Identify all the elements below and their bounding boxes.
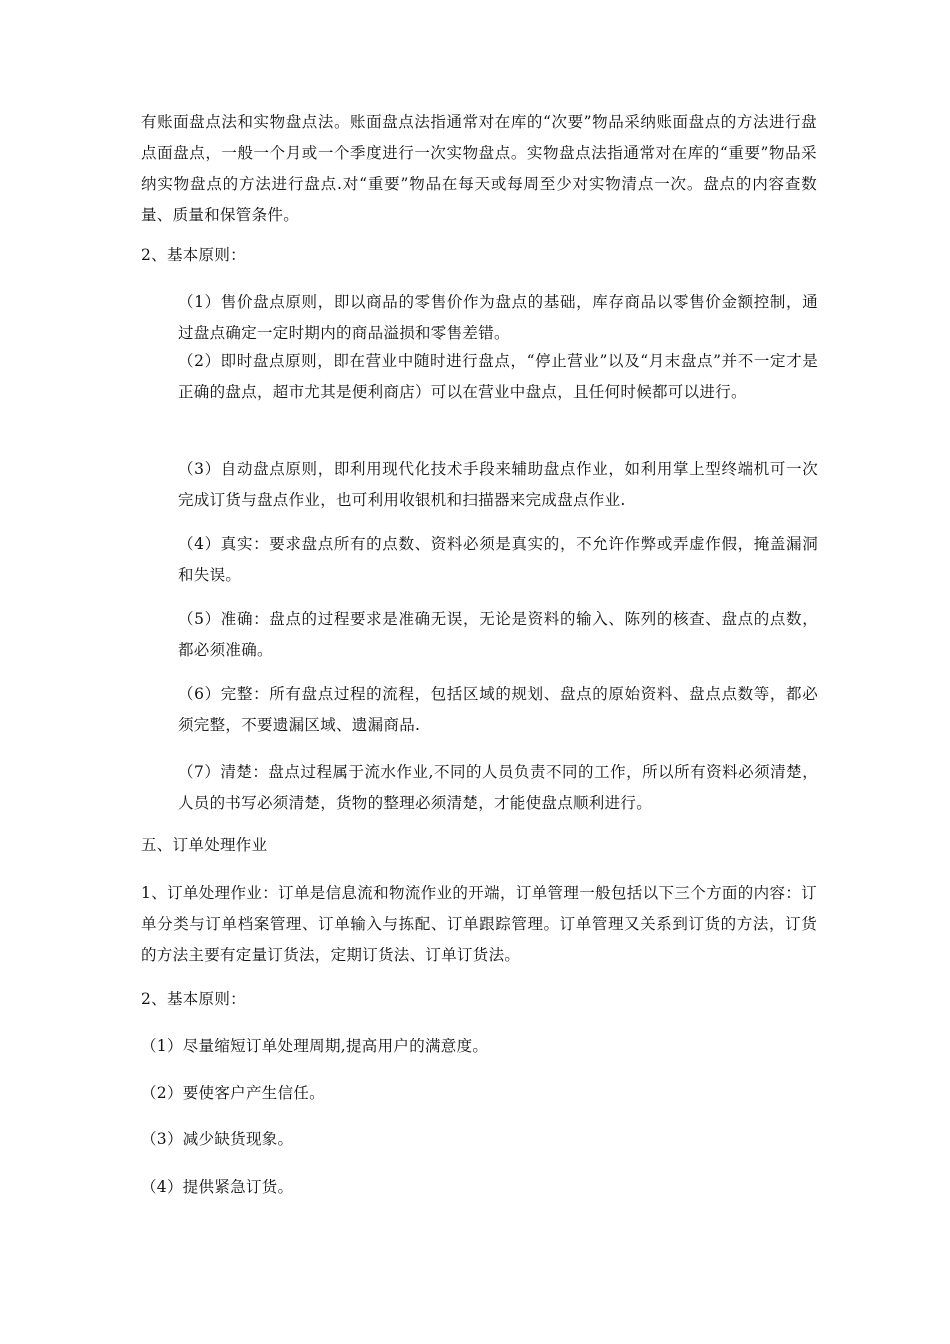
order-paragraph: 1、订单处理作业：订单是信息流和物流作业的开端，订单管理一般包括以下三个方面的内容：订单分类与订单档案管理、订单输入与拣配、订单跟踪管理。订单管理又关系到订货的方法，订货的方法主要有定量订货法，定期订货法、订单订货法。 [141,884,817,964]
principle-item-3: （3）自动盘点原则，即利用现代化技术手段来辅助盘点作业，如利用掌上型终端机可一次完成订货与盘点作业，也可利用收银机和扫描器来完成盘点作业. [178,460,818,509]
principle-item-5: （5）准确：盘点的过程要求是准确无误，无论是资料的输入、陈列的核查、盘点的点数，都必须准确。 [178,610,818,659]
chapter5-heading: 五、订单处理作业 [141,836,268,854]
principle-item-7: （7）清楚：盘点过程属于流水作业,不同的人员负责不同的工作，所以所有资料必须清楚，人员的书写必须清楚，货物的整理必须清楚，才能使盘点顺利进行。 [178,763,818,812]
section2-heading: 2、基本原则： [141,990,246,1008]
principle-item-4: （4）真实：要求盘点所有的点数、资料必须是真实的，不允许作弊或弄虚作假，掩盖漏洞和失误。 [178,535,818,584]
section1-heading: 2、基本原则： [141,246,246,264]
principle-item-2: （2）即时盘点原则，即在营业中随时进行盘点，“停止营业”以及“月末盘点”并不一定才是正确的盘点，超市尤其是便利商店）可以在营业中盘点，且任何时候都可以进行。 [178,352,818,401]
order-principle-4: （4）提供紧急订货。 [141,1178,294,1196]
order-principle-2: （2）要使客户产生信任。 [141,1084,325,1102]
principle-item-1: （1）售价盘点原则，即以商品的零售价作为盘点的基础，库存商品以零售价金额控制，通过盘点确定一定时期内的商品溢损和零售差错。 [178,293,818,342]
order-principle-3: （3）减少缺货现象。 [141,1130,294,1148]
order-principle-1: （1）尽量缩短订单处理周期,提高用户的满意度。 [141,1037,489,1055]
intro-paragraph: 有账面盘点法和实物盘点法。账面盘点法指通常对在库的“次要”物品采纳账面盘点的方法进行盘点面盘点，一般一个月或一个季度进行一次实物盘点。实物盘点法指通常对在库的“重要”物品采纳实物盘点的方法进行盘点.对“重要”物品在每天或每周至少对实物清点一次。盘点的内容查数量、质量和保管条件。 [141,113,817,224]
principle-item-6: （6）完整：所有盘点过程的流程，包括区域的规划、盘点的原始资料、盘点点数等，都必须完整，不要遗漏区域、遗漏商品. [178,685,818,734]
